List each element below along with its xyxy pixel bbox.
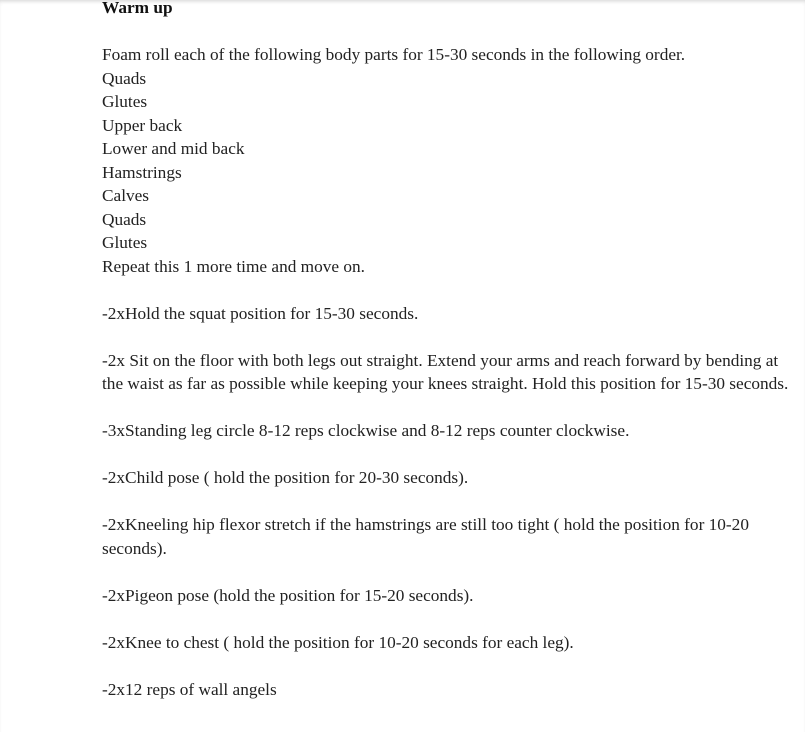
repeat-instruction: Repeat this 1 more time and move on. [102,256,365,276]
exercise-paragraph: -2x12 reps of wall angels [102,679,277,699]
spacer [102,278,792,302]
body-part-item: Lower and mid back [102,139,245,158]
exercise-paragraph: -2xChild pose ( hold the position for 20-30 seconds). [102,468,469,487]
body-part-item: Calves [102,186,150,205]
body-part-item: Glutes [102,92,148,111]
body-part-item: Upper back [102,115,183,135]
spacer [102,325,792,349]
body-part-item: Quads [102,68,147,88]
body-part-item: Glutes [102,233,148,252]
document-body [102,0,792,701]
exercise-paragraph: -2xKneeling hip flexor stretch if the hamstrings are still too tight ( hold the position for 10-20 seconds). [102,515,749,558]
spacer [102,654,792,678]
exercise-paragraph: -2xPigeon pose (hold the position for 15-20 seconds). [102,585,474,605]
section-title: Warm up [102,0,173,17]
spacer [102,490,792,514]
spacer [102,443,792,467]
exercise-paragraph: -2x Sit on the floor with both legs out straight. Extend your arms and reach forward by bending at the waist as far as possible while keeping your knees straight. Hold this position for 15-30 seconds. [102,350,789,393]
exercise-paragraph: -2xKnee to chest ( hold the position for 10-20 seconds for each leg). [102,632,574,652]
exercise-paragraph: -2xHold the squat position for 15-30 seconds. [102,303,419,323]
spacer [102,396,792,420]
exercise-paragraph: -3xStanding leg circle 8-12 reps clockwise and 8-12 reps counter clockwise. [102,421,630,440]
spacer [102,607,792,631]
foam-roll-intro: Foam roll each of the following body parts for 15-30 seconds in the following order. [102,45,686,64]
spacer [102,20,792,44]
body-part-item: Quads [102,209,147,229]
spacer [102,560,792,584]
body-part-item: Hamstrings [102,162,182,182]
